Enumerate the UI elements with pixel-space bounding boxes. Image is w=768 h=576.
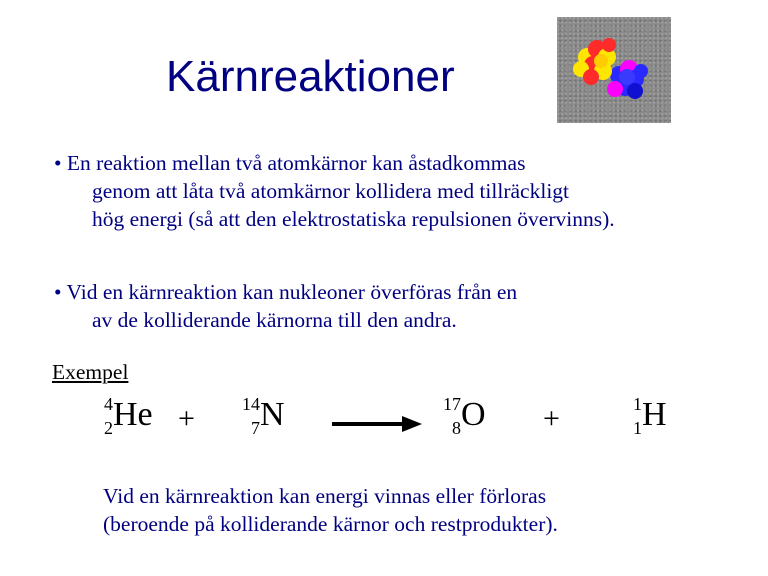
plus-sign-1: + — [178, 402, 195, 435]
nuclide-nitrogen: 14 7 N — [242, 394, 285, 438]
bullet-2-line-1: • Vid en kärnreaktion kan nukleoner överföras från en — [54, 280, 518, 304]
footer-line-1: Vid en kärnreaktion kan energi vinnas eller förloras — [103, 484, 547, 508]
nuclide-oxygen: 17 8 O — [443, 394, 486, 438]
bullet-1-line-1: • En reaktion mellan två atomkärnor kan åstadkommas — [54, 151, 526, 175]
bullet-2-line-2: av de kolliderande kärnorna till den andra. — [92, 308, 457, 332]
nuclide-hydrogen: 1 1 H — [633, 394, 667, 438]
bullet-1-line-3: hög energi (så att den elektrostatiska repulsionen övervinns). — [92, 207, 615, 231]
bullet-1-line-2: genom att låta två atomkärnor kollidera med tillräckligt — [92, 179, 570, 203]
reaction-arrow-icon — [332, 414, 422, 434]
bullet-1 — [54, 149, 615, 233]
plus-sign-2: + — [543, 402, 560, 435]
footer-line-2: (beroende på kolliderande kärnor och restprodukter). — [103, 512, 558, 536]
nuclide-helium: 4 2 He — [104, 394, 153, 438]
slide-title: Kärnreaktioner — [166, 52, 455, 101]
example-label: Exempel — [52, 360, 129, 384]
bullet-2 — [54, 278, 517, 334]
footer-note — [103, 482, 558, 538]
nucleus-collision-icon — [557, 17, 671, 123]
nucleus-collision-image — [557, 17, 671, 123]
